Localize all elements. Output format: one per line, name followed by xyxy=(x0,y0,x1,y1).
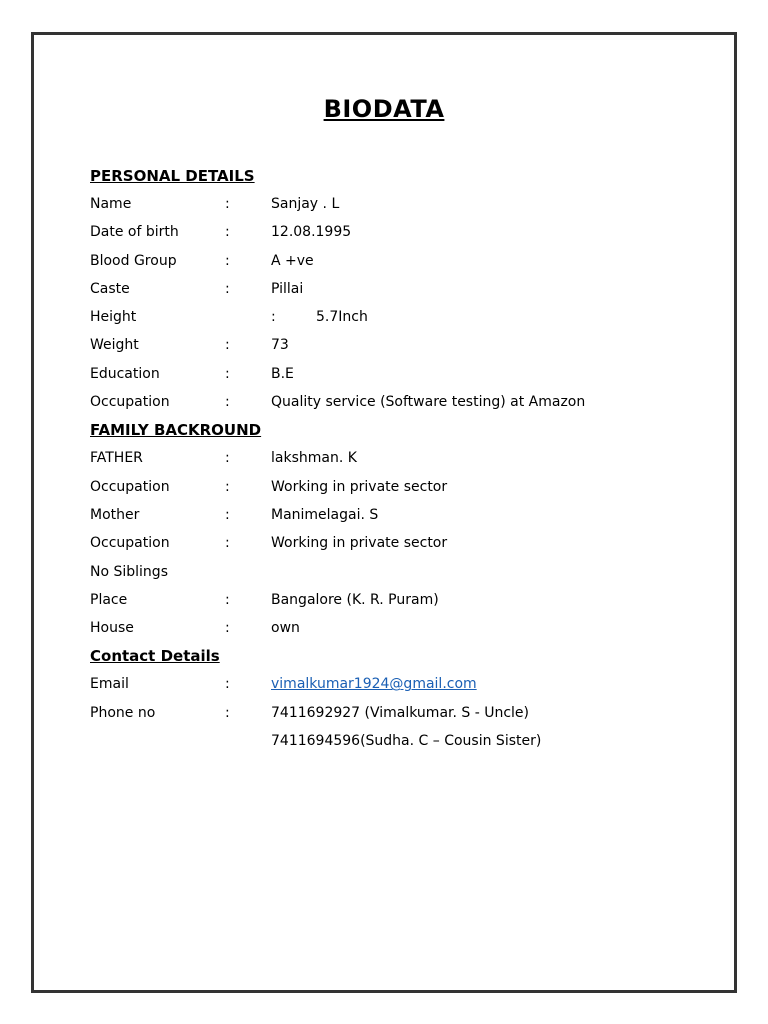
mother-row xyxy=(90,501,710,529)
height-colon: : xyxy=(271,309,276,326)
phone-row xyxy=(90,699,710,727)
house-row xyxy=(90,614,710,642)
occupation-row xyxy=(90,388,710,416)
siblings-colon xyxy=(225,558,271,586)
name-label: Name xyxy=(90,196,132,212)
occupation-label: Occupation xyxy=(90,394,170,411)
mother-occupation-label: Occupation xyxy=(90,535,170,552)
dob-row xyxy=(90,218,710,246)
siblings-label: No Siblings xyxy=(90,563,168,580)
email-label: Email xyxy=(90,676,129,693)
phone-value-1: 7411692927 (Vimalkumar. S - Uncle) xyxy=(271,704,530,721)
phone-value-2: 7411694596(Sudha. C – Cousin Sister) xyxy=(271,733,542,750)
dob-label: Date of birth xyxy=(90,224,179,241)
height-label: Height xyxy=(90,309,137,326)
document-title: BIODATA xyxy=(323,95,445,123)
caste-colon: : xyxy=(225,280,230,297)
father-label: FATHER xyxy=(90,450,143,467)
height-spacer xyxy=(225,303,271,331)
email-value-cell xyxy=(271,670,710,698)
contact-details-heading: Contact Details xyxy=(90,647,220,666)
email-link[interactable]: vimalkumar1924@gmail.com xyxy=(271,676,477,693)
father-occupation-label: Occupation xyxy=(90,478,170,495)
father-occupation-row xyxy=(90,473,710,501)
mother-occupation-value: Working in private sector xyxy=(271,535,448,552)
father-value: lakshman. K xyxy=(271,450,357,467)
house-colon: : xyxy=(225,620,230,637)
education-row xyxy=(90,360,710,388)
document-page xyxy=(31,32,737,993)
name-row xyxy=(90,190,710,218)
education-label: Education xyxy=(90,365,160,382)
weight-value: 73 xyxy=(271,337,289,354)
weight-colon: : xyxy=(225,337,230,354)
house-value: own xyxy=(271,620,300,637)
place-colon: : xyxy=(225,591,230,608)
house-label: House xyxy=(90,620,134,637)
email-colon: : xyxy=(225,676,230,693)
family-background-heading: FAMILY BACKROUND xyxy=(90,421,262,440)
father-colon: : xyxy=(225,450,230,467)
document-body xyxy=(90,162,710,755)
mother-occupation-row xyxy=(90,529,710,557)
phone-row-2 xyxy=(90,727,710,755)
education-colon: : xyxy=(225,365,230,382)
mother-occupation-colon: : xyxy=(225,535,230,552)
height-row xyxy=(90,303,710,331)
name-value: Sanjay . L xyxy=(271,196,340,212)
blood-group-row xyxy=(90,247,710,275)
dob-colon: : xyxy=(225,224,230,241)
blood-group-value: A +ve xyxy=(271,252,314,269)
father-occupation-colon: : xyxy=(225,478,230,495)
father-row xyxy=(90,444,710,472)
email-row xyxy=(90,670,710,698)
siblings-value xyxy=(271,558,710,586)
phone-colon: : xyxy=(225,704,230,721)
place-label: Place xyxy=(90,591,128,608)
mother-colon: : xyxy=(225,506,230,523)
phone-colon-empty xyxy=(225,727,271,755)
caste-label: Caste xyxy=(90,280,130,297)
name-colon: : xyxy=(225,196,230,212)
caste-row xyxy=(90,275,710,303)
father-occupation-value: Working in private sector xyxy=(271,478,448,495)
weight-row xyxy=(90,331,710,359)
height-value: 5.7Inch xyxy=(316,309,368,326)
occupation-value: Quality service (Software testing) at Amazon xyxy=(271,394,586,411)
phone-label-empty xyxy=(90,727,225,755)
personal-details-heading: PERSONAL DETAILS xyxy=(90,167,255,185)
place-row xyxy=(90,586,710,614)
education-value: B.E xyxy=(271,365,294,382)
dob-value: 12.08.1995 xyxy=(271,224,352,241)
blood-group-label: Blood Group xyxy=(90,252,177,269)
mother-value: Manimelagai. S xyxy=(271,506,379,523)
phone-label: Phone no xyxy=(90,704,156,721)
weight-label: Weight xyxy=(90,337,139,354)
siblings-row xyxy=(90,558,710,586)
mother-label: Mother xyxy=(90,506,140,523)
blood-group-colon: : xyxy=(225,252,230,269)
height-value-group xyxy=(271,303,710,331)
caste-value: Pillai xyxy=(271,280,304,297)
occupation-colon: : xyxy=(225,394,230,411)
place-value: Bangalore (K. R. Puram) xyxy=(271,591,439,608)
